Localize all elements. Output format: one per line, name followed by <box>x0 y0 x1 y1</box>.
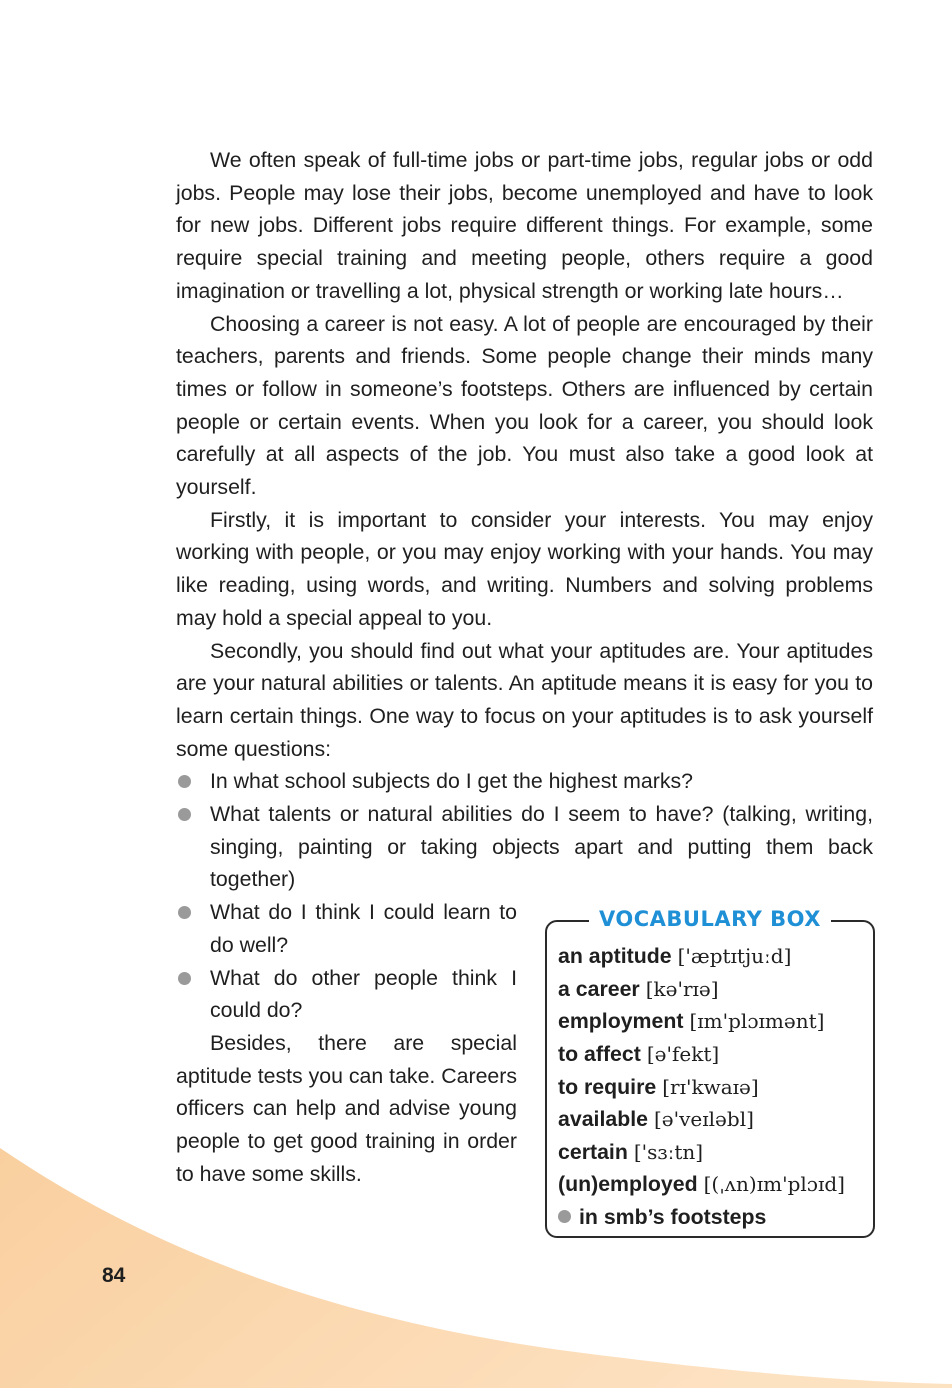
vocab-transcription: [(ˌʌn)ɪm'plɔɪd] <box>703 1172 845 1197</box>
paragraph-closing: Besides, there are special aptitude tests you can take. Careers officers can help and advise young people to get good training in order to have some skills. <box>176 1030 517 1186</box>
vocab-word: certain <box>558 1139 628 1164</box>
page-content <box>176 144 873 1229</box>
vocab-transcription: [ɪm'plɔɪmənt] <box>689 1009 825 1034</box>
paragraph-jobs: We often speak of full-time jobs or part-time jobs, regular jobs or odd jobs. People may lose their jobs, become unemployed and have to look for new jobs. Different jobs require different things. For example, some require special training and meeting people, others require a good imagination or travelling a lot, physical strength or working late hours… <box>176 148 873 303</box>
question-item <box>176 962 517 1027</box>
vocab-transcription: [ə'fekt] <box>646 1041 720 1066</box>
vocab-word: (un)employed <box>558 1172 698 1197</box>
vocabulary-box <box>545 907 875 1238</box>
paragraph-career: Choosing a career is not easy. A lot of people are encouraged by their teachers, parents and friends. Some people change their minds many times or follow in someone’s footsteps. Others are influenced by certain people or certain events. When you look for a career, you should look carefully at all aspects of the job. You must also take a good look at yourself. <box>176 311 873 500</box>
vocab-entry <box>558 1168 863 1201</box>
vocab-phrase <box>558 1201 863 1234</box>
vocab-entry <box>558 940 863 973</box>
vocab-entry <box>558 1136 863 1169</box>
vocabulary-box-title: VOCABULARY BOX <box>589 907 831 931</box>
question-text: In what school subjects do I get the highest marks? <box>210 769 693 794</box>
vocab-word: employment <box>558 1009 684 1034</box>
vocab-transcription: ['sɜːtn] <box>633 1139 704 1164</box>
bullet-icon <box>178 906 191 919</box>
vocab-transcription: [rɪ'kwaɪə] <box>662 1074 759 1099</box>
vocab-entry <box>558 1071 863 1104</box>
paragraph-interests: Firstly, it is important to consider your interests. You may enjoy working with people, or you may enjoy working with your hands. You may like reading, using words, and writing. Numbers and solving problems may hold a special appeal to you. <box>176 507 873 630</box>
paragraph-aptitudes: Secondly, you should find out what your aptitudes are. Your aptitudes are your natural abilities or talents. An aptitude means it is easy for you to learn certain things. One way to focus on your aptitudes is to ask yourself some questions: <box>176 638 873 761</box>
vocab-word: a career <box>558 976 640 1001</box>
questions-list <box>176 765 873 896</box>
vocab-entry <box>558 973 863 1006</box>
vocab-entry <box>558 1038 863 1071</box>
bullet-icon <box>178 775 191 788</box>
question-text: What do I think I could learn to do well? <box>210 900 517 957</box>
left-column <box>176 896 517 1190</box>
question-text: What do other people think I could do? <box>210 965 517 1023</box>
question-item <box>176 798 873 896</box>
vocab-transcription: [kə'rɪə] <box>645 976 719 1001</box>
vocab-entry <box>558 1005 863 1038</box>
question-item <box>176 896 517 961</box>
lower-section <box>176 896 873 1229</box>
vocab-phrase-text: in smb’s footsteps <box>579 1204 767 1229</box>
page-number: 84 <box>102 1264 126 1287</box>
vocab-transcription: [ə'veɪləbl] <box>653 1107 754 1132</box>
questions-list-continued <box>176 896 517 1027</box>
bullet-icon <box>178 972 191 985</box>
question-item <box>176 765 873 798</box>
vocabulary-list <box>558 940 863 1233</box>
vocab-entry <box>558 1103 863 1136</box>
vocab-word: an aptitude <box>558 944 672 969</box>
vocab-word: to affect <box>558 1041 641 1066</box>
vocab-word: available <box>558 1107 648 1132</box>
bullet-icon <box>178 808 191 821</box>
bullet-icon <box>558 1210 571 1223</box>
question-text: What talents or natural abilities do I seem to have? (talking, writing, singing, painting or taking objects apart and putting them back together) <box>210 802 873 892</box>
vocab-word: to require <box>558 1074 657 1099</box>
vocab-transcription: ['æptɪtjuːd] <box>677 944 792 969</box>
